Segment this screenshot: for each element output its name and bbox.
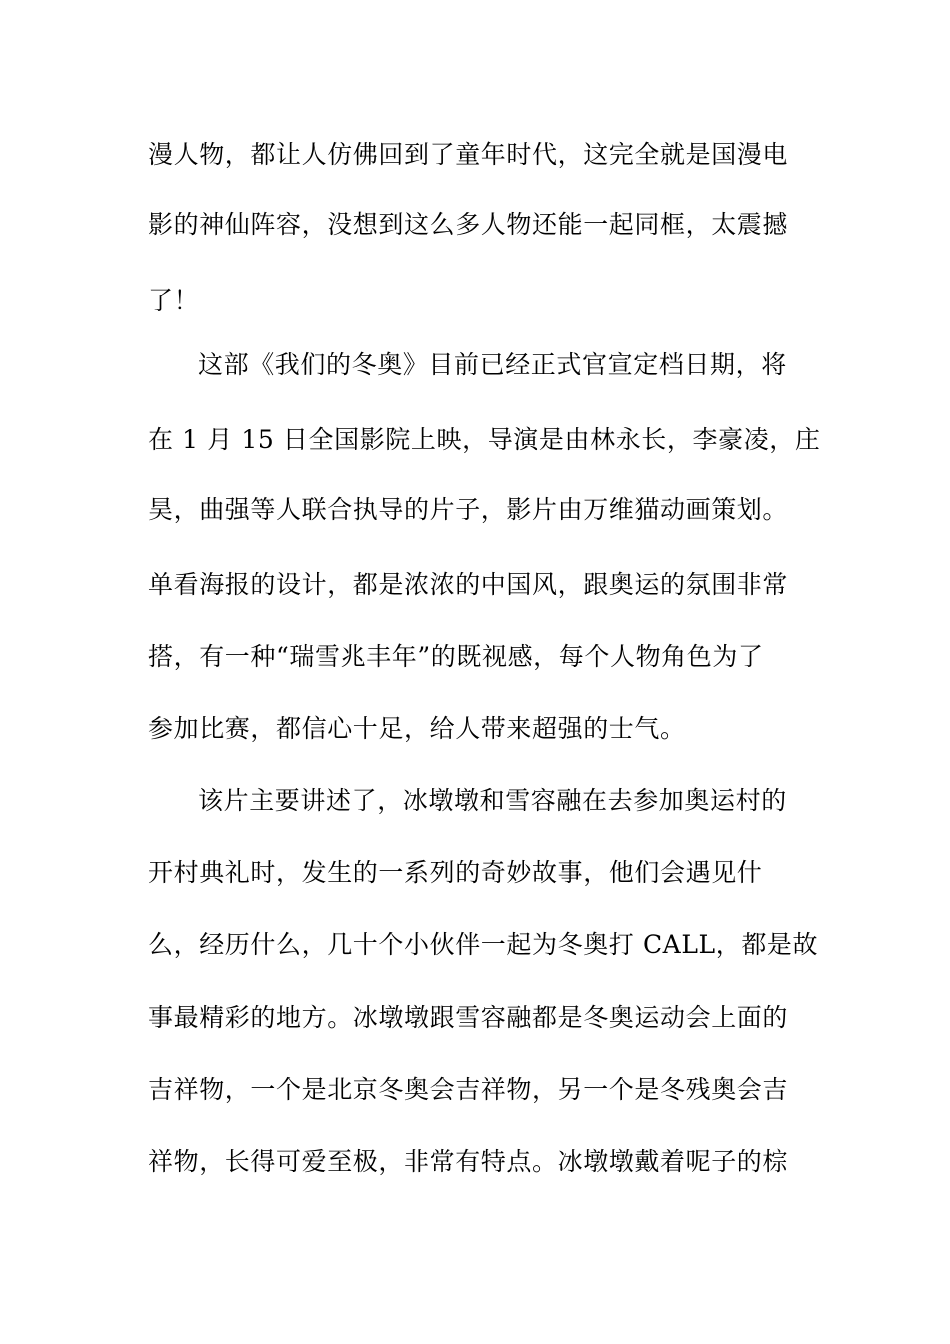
- text-line-2: 影的神仙阵容，没想到这么多人物还能一起同框，太震撼: [148, 210, 789, 239]
- text-line-13: 事最精彩的地方。冰墩墩跟雪容融都是冬奥运动会上面的: [148, 1003, 789, 1032]
- text-line-12: 么，经历什么，几十个小伙伴一起为冬奥打 CALL，都是故: [148, 930, 819, 959]
- paragraph-start-line: 这部《我们的冬奥》目前已经正式官宣定档日期，将: [198, 350, 787, 379]
- text-line-3: 了！: [148, 286, 200, 315]
- paragraph-start-line: 该片主要讲述了，冰墩墩和雪容融在去参加奥运村的: [198, 786, 787, 815]
- text-line-15: 祥物，长得可爱至极，非常有特点。冰墩墩戴着呢子的棕: [148, 1147, 789, 1176]
- text-line-8: 搭，有一种“瑞雪兆丰年”的既视感，每个人物角色为了: [148, 642, 764, 671]
- text-line-9: 参加比赛，都信心十足，给人带来超强的士气。: [148, 714, 686, 743]
- text-line-11: 开村典礼时，发生的一系列的奇妙故事，他们会遇见什: [148, 858, 763, 887]
- text-line-14: 吉祥物，一个是北京冬奥会吉祥物，另一个是冬残奥会吉: [148, 1075, 789, 1104]
- text-line-5: 在 1 月 15 日全国影院上映，导演是由林永长，李豪凌，庄: [148, 425, 821, 454]
- text-line-1: 漫人物，都让人仿佛回到了童年时代，这完全就是国漫电: [148, 140, 789, 169]
- text-line-7: 单看海报的设计，都是浓浓的中国风，跟奥运的氛围非常: [148, 570, 789, 599]
- text-line-6: 昊，曲强等人联合执导的片子，影片由万维猫动画策划。: [148, 495, 789, 524]
